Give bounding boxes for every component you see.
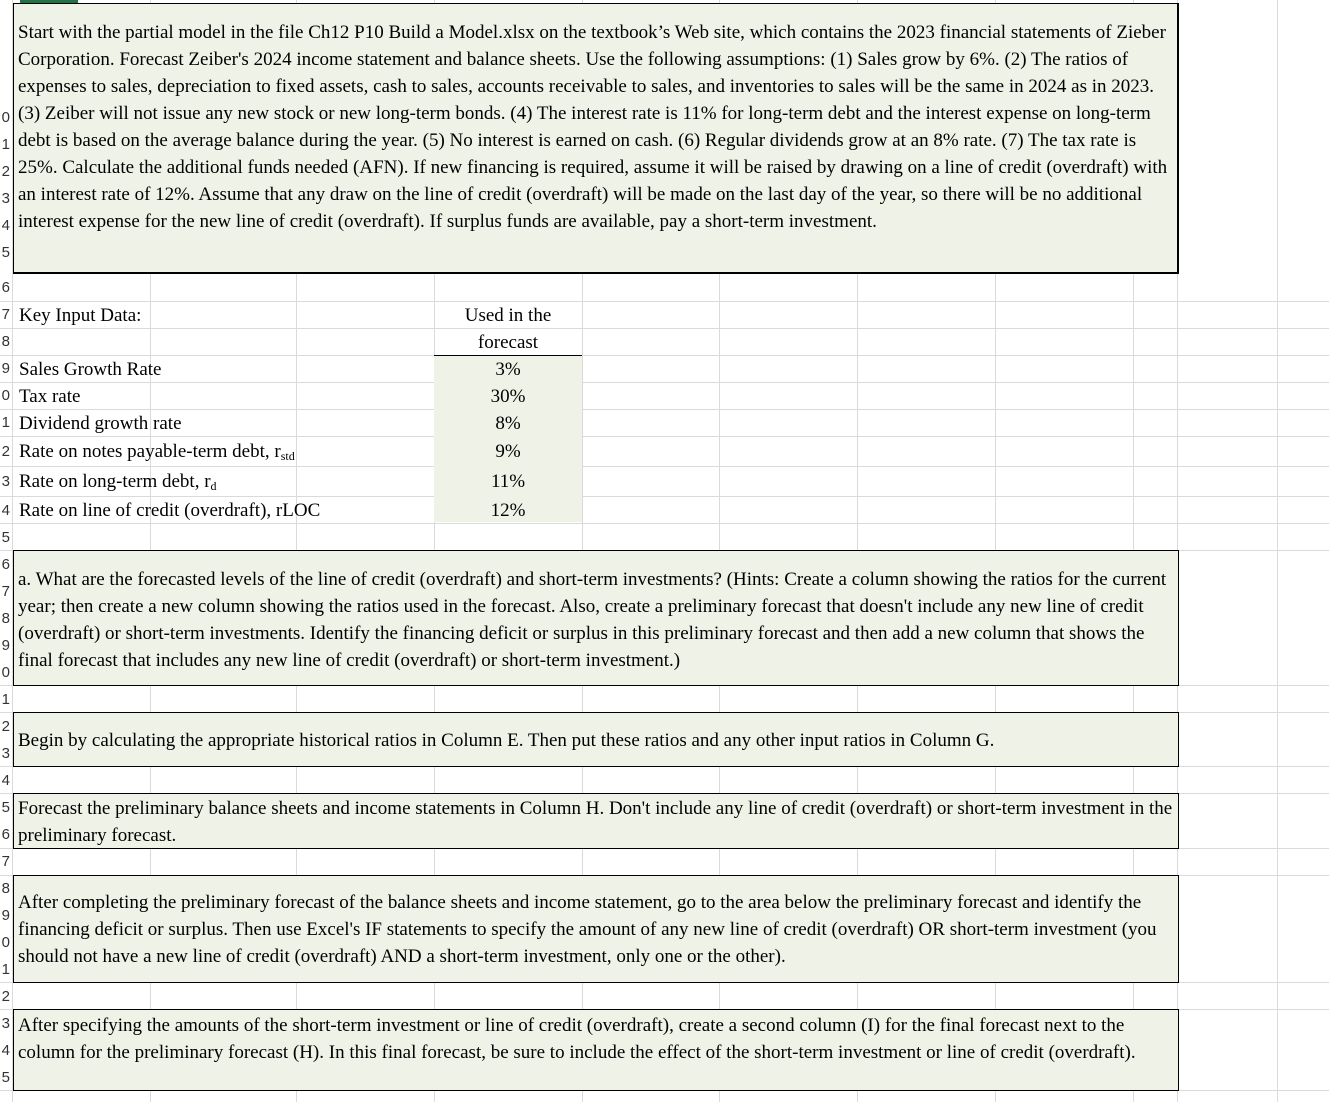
row-number: 3 (1, 1016, 10, 1032)
row-number: 2 (1, 719, 10, 735)
input-row-subscript: d (210, 479, 217, 493)
forecast-column-header-text: Used in the forecast (464, 305, 552, 353)
key-input-label[interactable]: Key Input Data: (19, 305, 142, 326)
row-number: 4 (1, 503, 10, 519)
row-number: 2 (1, 444, 10, 460)
forecast-column-header[interactable] (434, 302, 582, 356)
row-number: 6 (1, 280, 10, 296)
question-a-text: a. What are the forecasted levels of the line of credit (overdraft) and short-term investments? (Hints: Create a column showing the ratios for the current year; then create a new column showing the ratios used in the forecast. Also, create a preliminary forecast that doesn't include any new line of credit (overdraft) or short-term investments. Identify the financing deficit or surplus in this preliminary forecast and then add a new column that shows the final forecast that includes any new line of credit (overdraft) or short-term investment.) (18, 569, 1167, 671)
step-2-cell[interactable] (13, 793, 1179, 849)
row-number: 5 (1, 800, 10, 816)
step-1-text: Begin by calculating the appropriate historical ratios in Column E. Then put these ratios and any other input ratios in Column G. (18, 730, 995, 751)
input-row-subscript: std (280, 449, 295, 463)
row-number: 1 (1, 137, 10, 153)
row-number: 3 (1, 191, 10, 207)
input-row-label[interactable]: Dividend growth rate (19, 413, 182, 434)
notes-payable-rate-value[interactable]: 9% (495, 441, 521, 462)
row-number: 0 (1, 110, 10, 126)
row-number: 5 (1, 530, 10, 546)
row-number: 0 (1, 665, 10, 681)
row-number: 2 (1, 164, 10, 180)
input-row-label[interactable] (19, 468, 217, 500)
row-number: 5 (1, 1070, 10, 1086)
input-row-label[interactable] (19, 438, 295, 470)
row-number: 9 (1, 638, 10, 654)
tax-rate-value[interactable]: 30% (490, 386, 526, 407)
row-number: 0 (1, 388, 10, 404)
row-number: 8 (1, 611, 10, 627)
row-number: 1 (1, 962, 10, 978)
row-number: 4 (1, 773, 10, 789)
long-term-debt-rate-value[interactable]: 11% (490, 471, 526, 492)
step-3-text: After completing the preliminary forecast of the balance sheets and income statement, go to the area below the preliminary forecast and identify the financing deficit or surplus. Then use Excel's IF statements to specify the amount of any new line of credit (overdraft) OR short-term investment (you should not have a new line of credit (overdraft) AND a short-term investment, only one or the other). (18, 892, 1157, 967)
row-number: 9 (1, 908, 10, 924)
problem-statement-text: Start with the partial model in the file Ch12 P10 Build a Model.xlsx on the textbook’s Web site, which contains the 2023 financial statements of Zieber Corporation. Forecast Zeiber's 2024 income statement and balance sheets. Use the following assumptions: (1) Sales grow by 6%. (2) The ratios of expenses to sales, depreciation to fixed assets, cash to sales, accounts receivable to sales, and inventories to sales will be the same in 2024 as in 2023. (3) Zeiber will not issue any new stock or new long-term bonds. (4) The interest rate is 11% for long-term debt and the interest expense on long-term debt is based on the average balance during the year. (5) No interest is earned on cash. (6) Regular dividends grow at an 8% rate. (7) The tax rate is 25%. Calculate the additional funds needed (AFN). If new financing is required, assume it will be raised by drawing on a line of credit (overdraft) with an interest rate of 12%. Assume that any draw on the line of credit (overdraft) will be made on the last day of the year, so there will be no additional interest expense for the new line of credit (overdraft). If surplus funds are available, pay a short-term investment. (18, 22, 1168, 232)
step-4-cell[interactable] (13, 1009, 1179, 1091)
line-of-credit-rate-value[interactable]: 12% (490, 500, 526, 521)
row-number: 6 (1, 557, 10, 573)
row-number: 3 (1, 746, 10, 762)
step-4-text: After specifying the amounts of the short-term investment or line of credit (overdraft), create a second column (I) for the final forecast next to the column for the preliminary forecast (H). In this final forecast, be sure to include the effect of the short-term investment or line of credit (overdraft). (18, 1015, 1136, 1063)
row-number: 1 (1, 415, 10, 431)
row-number: 2 (1, 989, 10, 1005)
row-number: 7 (1, 854, 10, 870)
sales-growth-value[interactable]: 3% (495, 359, 521, 380)
step-3-cell[interactable] (13, 875, 1179, 983)
row-number: 4 (1, 1043, 10, 1059)
input-row-label-text: Rate on notes payable-term debt, r (19, 441, 281, 462)
step-2-text: Forecast the preliminary balance sheets and income statements in Column H. Don't include any line of credit (overdraft) or short-term investment in the preliminary forecast. (18, 798, 1173, 846)
row-number: 9 (1, 361, 10, 377)
dividend-growth-value[interactable]: 8% (495, 413, 521, 434)
row-number: 7 (1, 307, 10, 323)
row-number: 6 (1, 827, 10, 843)
row-number: 8 (1, 334, 10, 350)
row-number: 0 (1, 935, 10, 951)
input-row-label-text: Rate on long-term debt, r (19, 471, 211, 492)
row-number: 7 (1, 584, 10, 600)
row-number: 4 (1, 218, 10, 234)
row-number: 3 (1, 474, 10, 490)
question-a-cell[interactable] (13, 550, 1179, 686)
problem-statement-cell[interactable] (13, 3, 1179, 274)
row-number: 5 (1, 245, 10, 261)
row-number: 8 (1, 881, 10, 897)
row-number: 1 (1, 692, 10, 708)
input-row-label[interactable]: Rate on line of credit (overdraft), rLOC (19, 500, 321, 521)
input-row-label[interactable]: Tax rate (19, 386, 81, 407)
step-1-cell[interactable] (13, 712, 1179, 767)
input-row-label[interactable]: Sales Growth Rate (19, 359, 162, 380)
